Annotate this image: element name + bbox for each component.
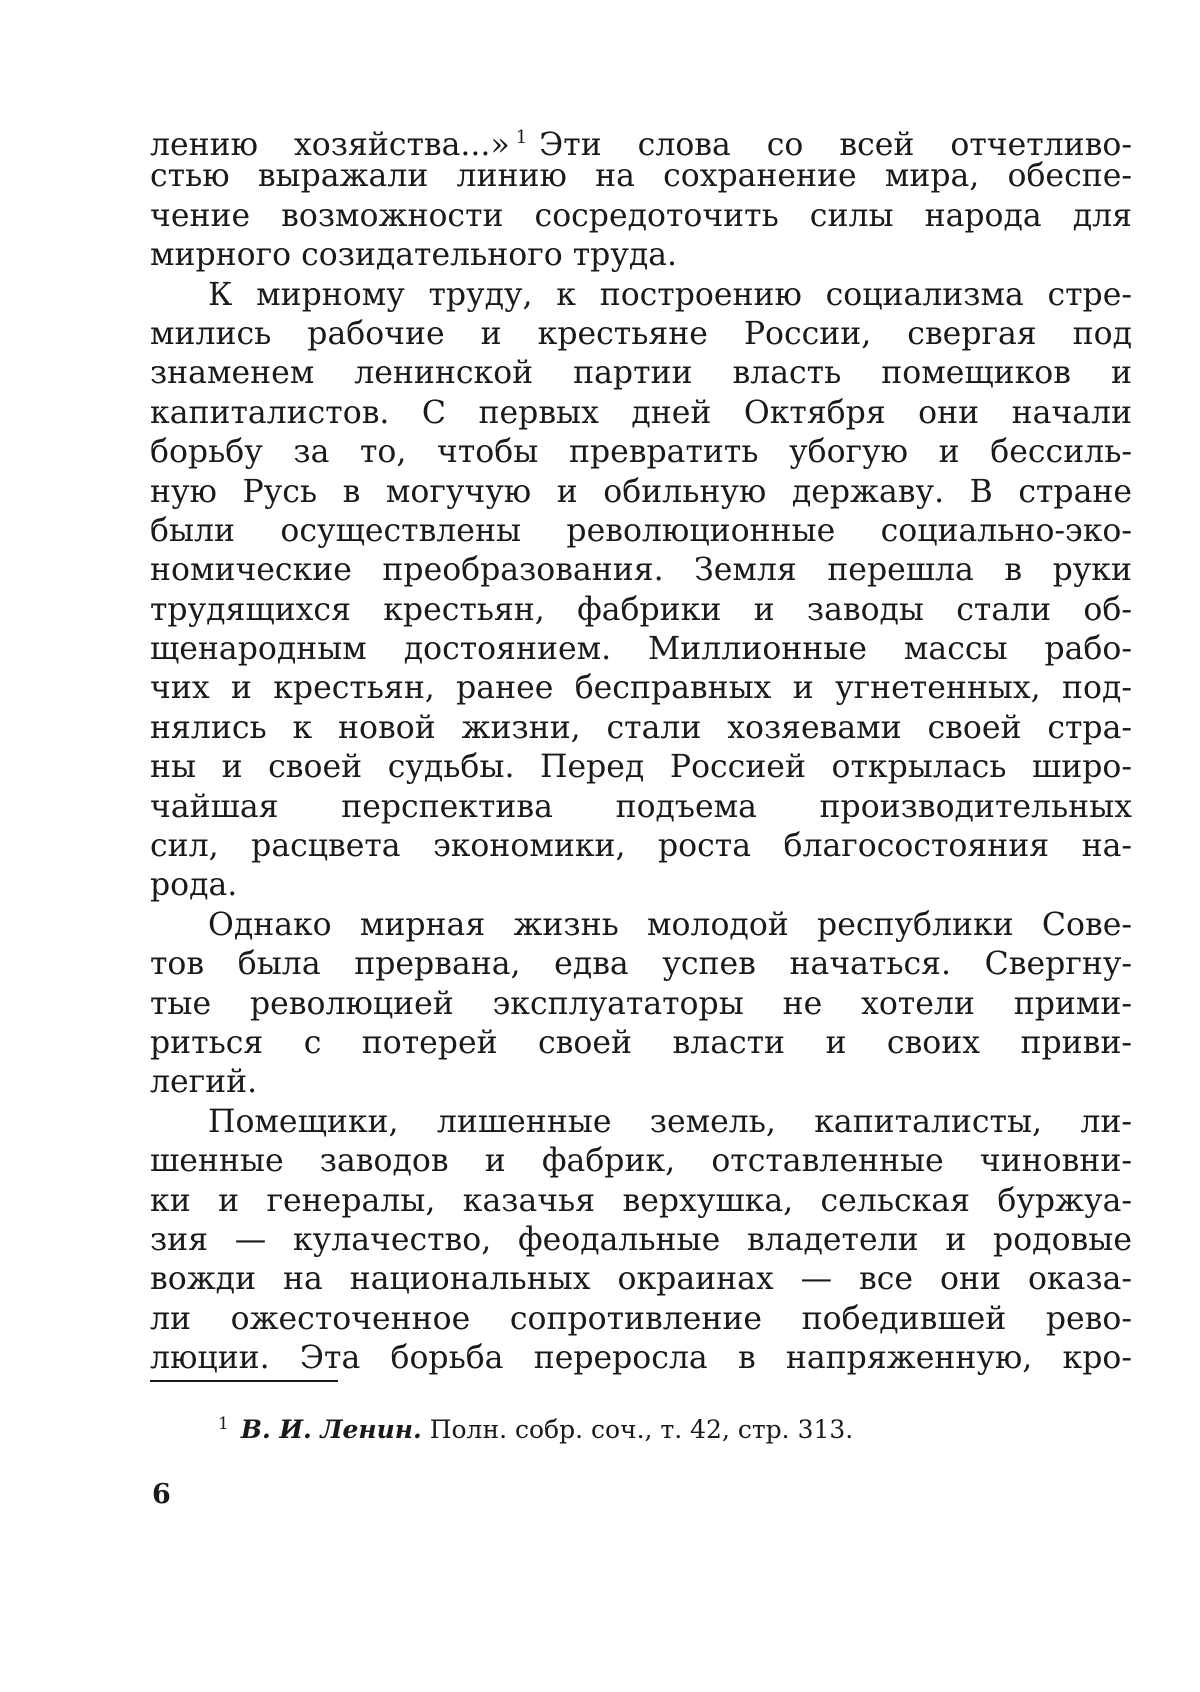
text-line: чение возможности сосредоточить силы народа для bbox=[150, 197, 1132, 234]
footnote-reference: 1 bbox=[515, 127, 528, 148]
text-line: трудящихся крестьян, фабрики и заводы стали об- bbox=[150, 591, 1132, 628]
text-line: мирного созидательного труда. bbox=[150, 237, 678, 274]
text-line: стью выражали линию на сохранение мира, обеспе- bbox=[150, 158, 1132, 195]
text-line: люции. Эта борьба переросла в напряженную, кро- bbox=[150, 1340, 1132, 1377]
text-line: вожди на национальных окраинах — все они оказа- bbox=[150, 1261, 1132, 1298]
text-line: чайшая перспектива подъема производительных bbox=[150, 788, 1132, 825]
paragraph-first-line: Однако мирная жизнь молодой республики Сове- bbox=[208, 906, 1132, 943]
text-line: ны и своей судьбы. Перед Россией открылась широ- bbox=[150, 749, 1132, 786]
footnote bbox=[218, 1408, 853, 1446]
text-line: тые революцией эксплуататоры не хотели прими- bbox=[150, 985, 1132, 1022]
text-line: были осуществлены революционные социально-эко- bbox=[150, 512, 1132, 549]
text-line: легий. bbox=[150, 1064, 258, 1101]
text-line: чих и крестьян, ранее бесправных и угнетенных, под- bbox=[150, 670, 1132, 707]
text-line: ли ожесточенное сопротивление победившей рево- bbox=[150, 1300, 1132, 1337]
footnote-citation: Полн. собр. соч., т. 42, стр. 313. bbox=[429, 1415, 854, 1444]
page-number: 6 bbox=[152, 1479, 171, 1510]
text-line: зия — кулачество, феодальные владетели и родовые bbox=[150, 1221, 1132, 1258]
text-line: шенные заводов и фабрик, отставленные чиновни- bbox=[150, 1143, 1132, 1180]
text-line: щенародным достоянием. Миллионные массы рабо- bbox=[150, 631, 1132, 668]
paragraph-first-line: К мирному труду, к построению социализма стре- bbox=[208, 276, 1132, 313]
text-line: ную Русь в могучую и обильную державу. В стране bbox=[150, 473, 1132, 510]
text-segment: Эти слова со всей отчетливо- bbox=[539, 127, 1132, 163]
footnote-number: 1 bbox=[218, 1414, 229, 1434]
text-line: капиталистов. С первых дней Октября они начали bbox=[150, 394, 1132, 431]
text-line: рода. bbox=[150, 867, 238, 904]
text-line: знаменем ленинской партии власть помещиков и bbox=[150, 355, 1132, 392]
footnote-author: В. И. Ленин. bbox=[240, 1415, 422, 1444]
text-line bbox=[150, 118, 1132, 163]
text-line: сил, расцвета экономики, роста благосостояния на- bbox=[150, 828, 1132, 865]
paragraph-first-line: Помещики, лишенные земель, капиталисты, ли- bbox=[208, 1103, 1132, 1140]
text-line: мились рабочие и крестьяне России, свергая под bbox=[150, 315, 1132, 352]
text-line: номические преобразования. Земля перешла в руки bbox=[150, 552, 1132, 589]
text-line: борьбу за то, чтобы превратить убогую и бессиль- bbox=[150, 434, 1132, 471]
text-line: нялись к новой жизни, стали хозяевами своей стра- bbox=[150, 709, 1132, 746]
text-line: тов была прервана, едва успев начаться. Свергну- bbox=[150, 946, 1132, 983]
footnote-separator bbox=[150, 1380, 338, 1382]
text-segment: лению хозяйства...» bbox=[150, 127, 510, 163]
main-text bbox=[150, 118, 1132, 1379]
text-line: риться с потерей своей власти и своих приви- bbox=[150, 1024, 1132, 1061]
text-line: ки и генералы, казачья верхушка, сельская буржуа- bbox=[150, 1182, 1132, 1219]
